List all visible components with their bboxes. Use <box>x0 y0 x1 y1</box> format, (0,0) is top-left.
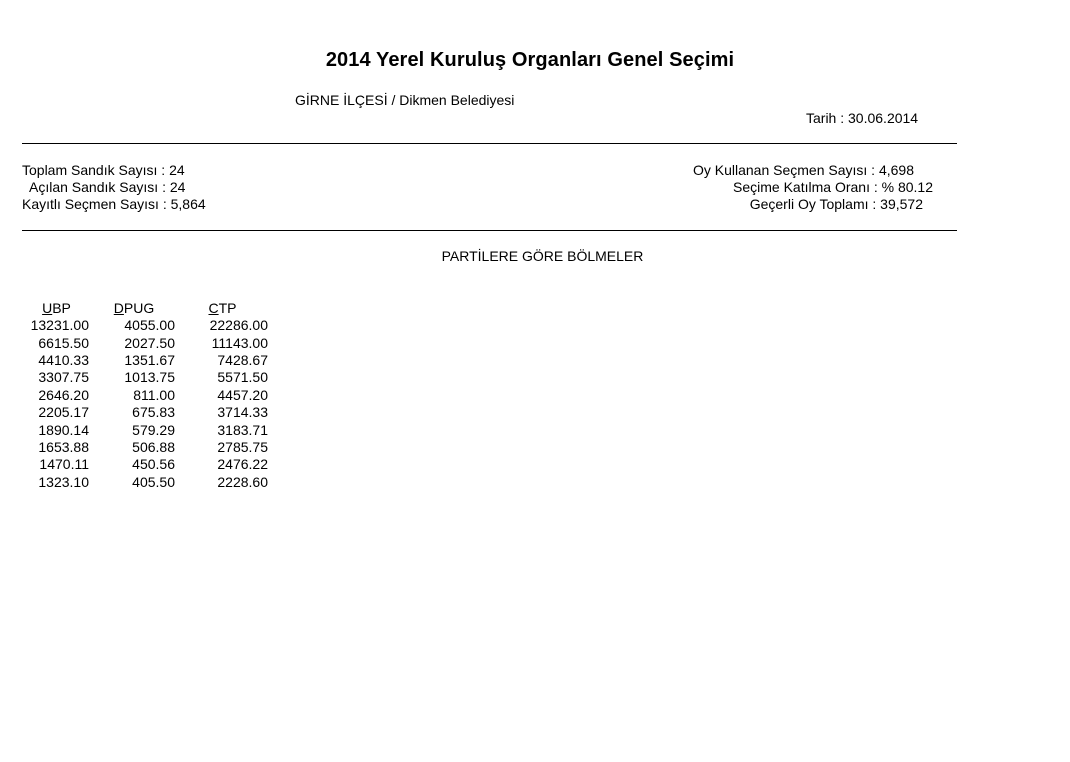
stat-valid-votes-total: Geçerli Oy Toplamı : 39,572 <box>749 196 923 212</box>
stat-turnout-rate: Seçime Katılma Oranı : % 80.12 <box>733 179 933 195</box>
cell-ctp: 11143.00 <box>211 334 268 351</box>
cell-dpug: 1013.75 <box>124 369 175 386</box>
cell-ctp: 4457.20 <box>217 386 268 403</box>
cell-dpug: 675.83 <box>132 404 175 421</box>
cell-dpug: 450.56 <box>132 456 175 473</box>
table-row <box>22 439 268 456</box>
stat-registered-voters: Kayıtlı Seçmen Sayısı : 5,864 <box>22 196 206 212</box>
table-header-row <box>22 300 268 317</box>
cell-ctp: 22286.00 <box>209 317 268 334</box>
table-row <box>22 317 268 334</box>
cell-ubp: 3307.75 <box>38 369 89 386</box>
column-header-ubp <box>22 300 91 317</box>
column-header-ubp-label: UBP <box>42 300 71 316</box>
table-row <box>22 404 268 421</box>
cell-ubp: 1890.14 <box>38 421 89 438</box>
column-header-ctp-label: CTP <box>208 300 237 316</box>
cell-ubp: 1323.10 <box>38 473 89 490</box>
stats-right-block <box>600 162 933 213</box>
table-row <box>22 369 268 386</box>
stats-left-block <box>22 162 206 213</box>
cell-ctp: 2785.75 <box>217 438 268 455</box>
section-title: PARTİLERE GÖRE BÖLMELER <box>441 248 644 264</box>
cell-dpug: 506.88 <box>132 438 175 455</box>
cell-ctp: 3714.33 <box>217 404 268 421</box>
report-title: 2014 Yerel Kuruluş Organları Genel Seçimi <box>325 49 735 71</box>
cell-dpug: 579.29 <box>132 421 175 438</box>
cell-dpug: 405.50 <box>132 473 175 490</box>
cell-ubp: 1470.11 <box>39 456 89 473</box>
cell-ctp: 2228.60 <box>217 473 268 490</box>
table-row <box>22 474 268 491</box>
report-date: Tarih : 30.06.2014 <box>806 110 919 126</box>
cell-ctp: 7428.67 <box>217 351 268 368</box>
cell-ubp: 2205.17 <box>38 404 89 421</box>
top-divider <box>22 143 957 144</box>
stat-opened-ballot-boxes: Açılan Sandık Sayısı : 24 <box>29 179 186 195</box>
cell-ctp: 5571.50 <box>217 369 268 386</box>
column-header-dpug <box>91 300 177 317</box>
cell-dpug: 2027.50 <box>124 334 175 351</box>
table-row <box>22 352 268 369</box>
report-subtitle: GİRNE İLÇESİ / Dikmen Belediyesi <box>295 92 515 108</box>
cell-dpug: 811.00 <box>133 386 175 403</box>
cell-ubp: 1653.88 <box>38 438 89 455</box>
cell-ubp: 6615.50 <box>38 334 89 351</box>
table-row <box>22 456 268 473</box>
cell-ubp: 2646.20 <box>38 386 89 403</box>
cell-ctp: 3183.71 <box>217 421 268 438</box>
column-header-ctp <box>177 300 268 317</box>
cell-dpug: 4055.00 <box>124 317 175 334</box>
table-row <box>22 334 268 351</box>
stat-voters-voted: Oy Kullanan Seçmen Sayısı : 4,698 <box>692 162 914 178</box>
results-table <box>22 300 268 491</box>
cell-ubp: 4410.33 <box>38 351 89 368</box>
cell-ctp: 2476.22 <box>217 456 268 473</box>
results-table-wrap <box>22 300 268 491</box>
table-row <box>22 387 268 404</box>
bottom-divider <box>22 230 957 231</box>
column-header-dpug-label: DPUG <box>113 300 155 316</box>
cell-dpug: 1351.67 <box>124 351 175 368</box>
table-row <box>22 421 268 438</box>
stat-total-ballot-boxes: Toplam Sandık Sayısı : 24 <box>22 162 185 178</box>
cell-ubp: 13231.00 <box>30 317 89 334</box>
